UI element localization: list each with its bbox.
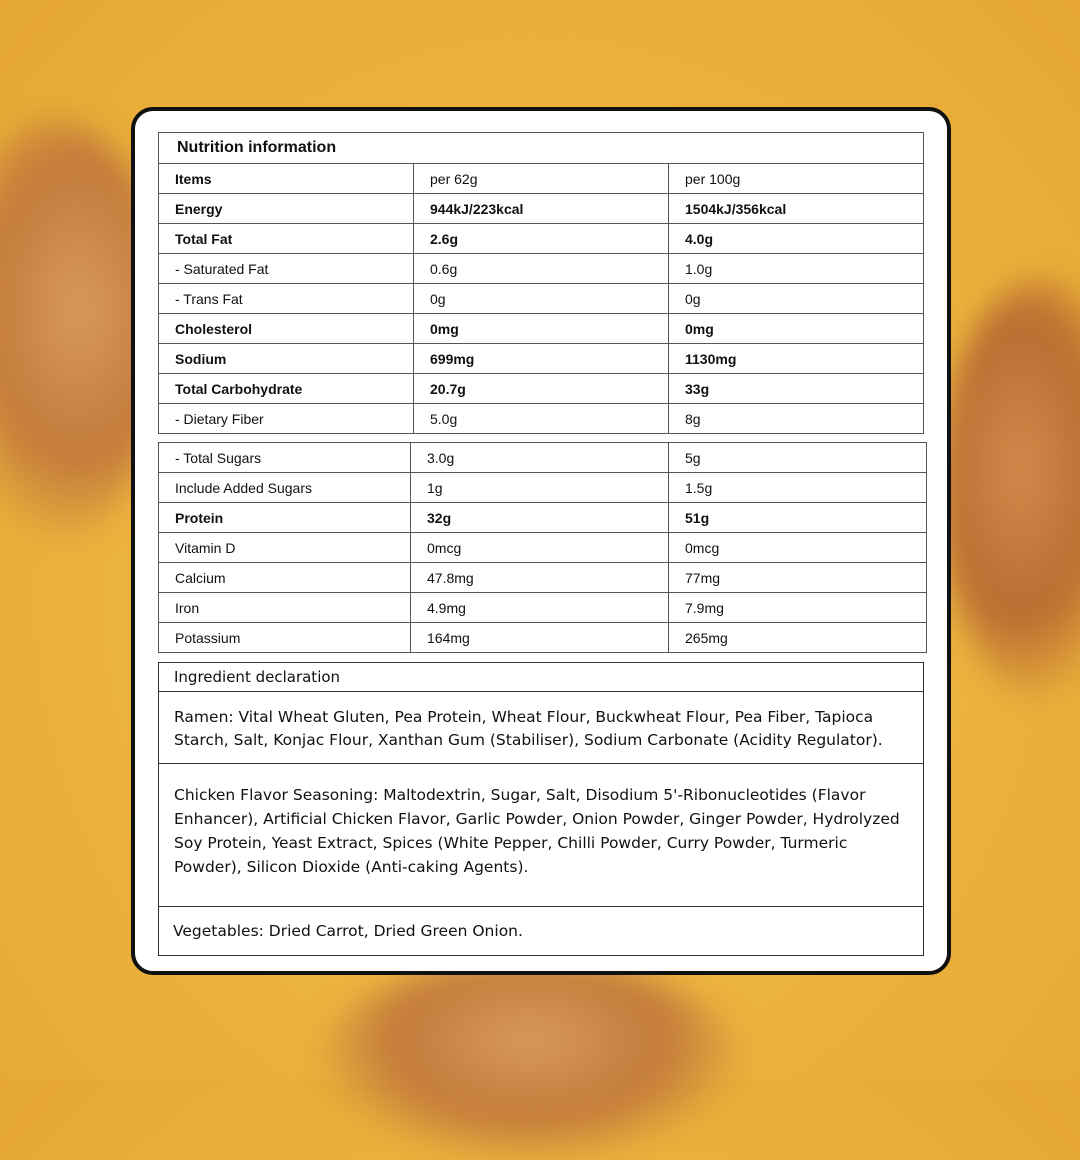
nutrition-row [159,284,924,314]
blurred-chicken-bottom [320,960,740,1160]
value-per-100g: 0mg [669,314,924,344]
nutrition-table-top [158,132,924,434]
nutrition-row [159,314,924,344]
value-per-100g: 1504kJ/356kcal [669,194,924,224]
value-per-100g: 5g [669,443,927,473]
value-per-62g: 4.9mg [411,593,669,623]
nutrient-label: Total Carbohydrate [159,374,414,404]
value-per-62g: 0mcg [411,533,669,563]
value-per-62g: 944kJ/223kcal [414,194,669,224]
ingredient-ramen: Ramen: Vital Wheat Gluten, Pea Protein, Wheat Flour, Buckwheat Flour, Pea Fiber, Tapioca Starch, Salt, Konjac Flour, Xanthan Gum (Stabiliser), Sodium Carbonate (Acidity Regulator). [159,692,923,764]
value-per-100g: 33g [669,374,924,404]
nutrient-label: Protein [159,503,411,533]
ingredient-declaration [158,662,924,956]
nutrient-label: Cholesterol [159,314,414,344]
value-per-62g: 0.6g [414,254,669,284]
nutrition-row [159,473,927,503]
value-per-100g: 51g [669,503,927,533]
nutrient-label: - Dietary Fiber [159,404,414,434]
nutrient-label: - Total Sugars [159,443,411,473]
nutrition-header-row [159,164,924,194]
nutrition-row [159,374,924,404]
nutrition-row [159,224,924,254]
nutrition-title-row [159,133,924,164]
value-per-62g: 2.6g [414,224,669,254]
value-per-62g: 164mg [411,623,669,653]
nutrition-rows-top [159,194,924,434]
ingredient-seasoning: Chicken Flavor Seasoning: Maltodextrin, Sugar, Salt, Disodium 5'-Ribonucleotides (Flavor Enhancer), Artificial Chicken Flavor, Garlic Powder, Onion Powder, Ginger Powder, Hydrolyzed Soy Protein, Yeast Extract, Spices (White Pepper, Chilli Powder, Curry Powder, Turmeric Powder), Silicon Dioxide (Anti-caking Agents). [159,764,923,907]
nutrition-row [159,404,924,434]
nutrient-label: - Saturated Fat [159,254,414,284]
nutrition-row [159,194,924,224]
nutrition-row [159,563,927,593]
ingredient-title: Ingredient declaration [159,663,923,692]
value-per-100g: 1130mg [669,344,924,374]
value-per-100g: 265mg [669,623,927,653]
value-per-62g: 3.0g [411,443,669,473]
nutrient-label: Sodium [159,344,414,374]
nutrient-label: Calcium [159,563,411,593]
nutrient-label: Include Added Sugars [159,473,411,503]
nutrition-row [159,344,924,374]
value-per-62g: 47.8mg [411,563,669,593]
value-per-100g: 0g [669,284,924,314]
label-card [131,107,951,975]
blurred-chicken-right [940,280,1080,700]
nutrition-row [159,623,927,653]
header-per-100g: per 100g [669,164,924,194]
value-per-100g: 1.5g [669,473,927,503]
nutrition-row [159,593,927,623]
nutrient-label: Total Fat [159,224,414,254]
value-per-62g: 5.0g [414,404,669,434]
nutrition-title: Nutrition information [159,133,924,164]
value-per-100g: 8g [669,404,924,434]
nutrient-label: - Trans Fat [159,284,414,314]
nutrition-row [159,443,927,473]
value-per-100g: 0mcg [669,533,927,563]
header-items: Items [159,164,414,194]
nutrition-row [159,533,927,563]
nutrient-label: Potassium [159,623,411,653]
nutrition-rows-bottom [159,443,927,653]
value-per-62g: 0g [414,284,669,314]
nutrition-row [159,254,924,284]
value-per-100g: 77mg [669,563,927,593]
nutrition-row [159,503,927,533]
nutrition-table-bottom [158,442,927,653]
value-per-62g: 32g [411,503,669,533]
nutrient-label: Vitamin D [159,533,411,563]
nutrient-label: Iron [159,593,411,623]
value-per-100g: 1.0g [669,254,924,284]
value-per-62g: 0mg [414,314,669,344]
ingredient-vegetables: Vegetables: Dried Carrot, Dried Green Onion. [173,922,523,940]
nutrient-label: Energy [159,194,414,224]
header-per-62g: per 62g [414,164,669,194]
value-per-100g: 7.9mg [669,593,927,623]
value-per-62g: 699mg [414,344,669,374]
value-per-62g: 1g [411,473,669,503]
value-per-100g: 4.0g [669,224,924,254]
value-per-62g: 20.7g [414,374,669,404]
